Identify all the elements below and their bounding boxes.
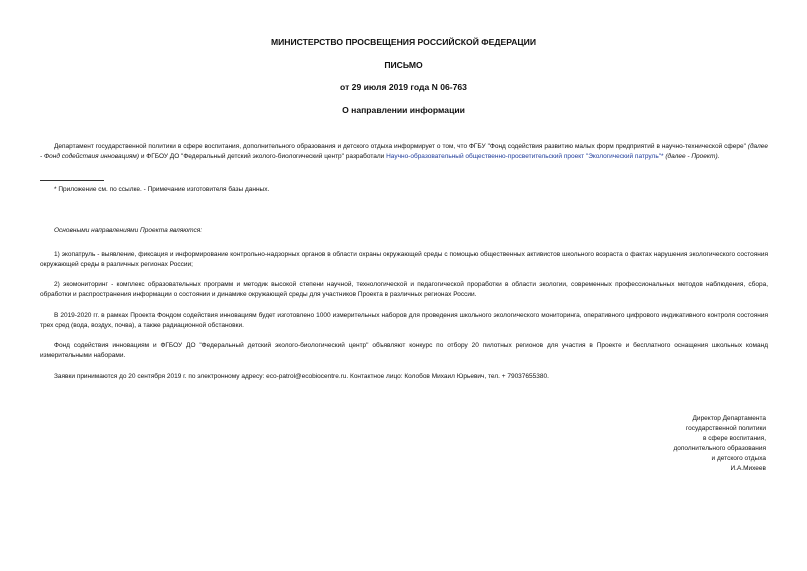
direction-item-2: 2) экомониторинг - комплекс образовательных программ и методик высокой степени научной, технологической и педагогической проработки в области экологии, современных профессиональных методов наблюдения, сбора, обработки и распространения информации о состоянии и динамике окружающей среды для участников Проекта в различных регионах России. xyxy=(40,281,768,298)
paragraph-applications: Заявки принимаются до 20 сентября 2019 г. по электронному адресу: eco-patrol@ecobiocentre.ru. Контактное лицо: Колобов Михаил Юрьевич, тел. + 79037655380. xyxy=(54,373,549,380)
ministry-title: МИНИСТЕРСТВО ПРОСВЕЩЕНИЯ РОССИЙСКОЙ ФЕДЕРАЦИИ xyxy=(270,37,537,47)
signature-line-5: и детского отдыха xyxy=(711,455,766,462)
document-date-number: от 29 июля 2019 года N 06-763 xyxy=(340,82,467,92)
directions-heading: Основными направлениями Проекта являются: xyxy=(54,227,203,234)
signature-line-1: Директор Департамента xyxy=(692,415,766,422)
intro-paragraph xyxy=(40,142,768,162)
footnote-divider xyxy=(40,180,104,181)
paragraph-contest: Фонд содействия инновациям и ФГБОУ ДО "Федеральный детский эколого-биологический центр" объявляют конкурс по отбору 20 пилотных регионов для участия в Проекте и бесплатного оснащения школьных команд измерительными наборами. xyxy=(40,342,768,359)
intro-text-2: (далее - Фонд содействия инновациям) xyxy=(40,143,768,160)
document-type: ПИСЬМО xyxy=(384,60,423,70)
signature-line-2: государственной политики xyxy=(685,425,766,432)
signature-name: И.А.Михеев xyxy=(730,465,766,472)
intro-text-4: (далее - Проект). xyxy=(665,153,720,160)
intro-text-3: и ФГБОУ ДО "Федеральный детский эколого-биологический центр" разработали xyxy=(140,153,385,160)
paragraph-measurement-kits: В 2019-2020 гг. в рамках Проекта Фондом содействия инновациям будет изготовлено 1000 измерительных наборов для проведения школьного экологического мониторинга, оперативного цифрового индикативного контроля состояния трех сред (вода, воздух, почва), а также радиационной обстановки. xyxy=(40,312,768,329)
direction-item-1: 1) экопатруль - выявление, фиксация и информирование контрольно-надзорных органов в области охраны окружающей среды с помощью общественных активистов школьного возраста о фактах нарушения экологического состояния окружающей среды в различных регионах России; xyxy=(40,251,768,268)
footnote: * Приложение см. по ссылке. - Примечание изготовителя базы данных. xyxy=(54,186,270,193)
signature-line-3: в сфере воспитания, xyxy=(703,435,766,442)
intro-text-1: Департамент государственной политики в сфере воспитания, дополнительного образования и детского отдыха информирует о том, что ФГБУ "Фонд содействия развитию малых форм предприятий в научно-технической сфере" xyxy=(54,143,746,150)
document-subject: О направлении информации xyxy=(342,105,465,115)
project-link[interactable]: Научно-образовательный общественно-просветительский проект "Экологический патруль"* xyxy=(386,153,664,160)
signature-line-4: дополнительного образования xyxy=(673,445,766,452)
